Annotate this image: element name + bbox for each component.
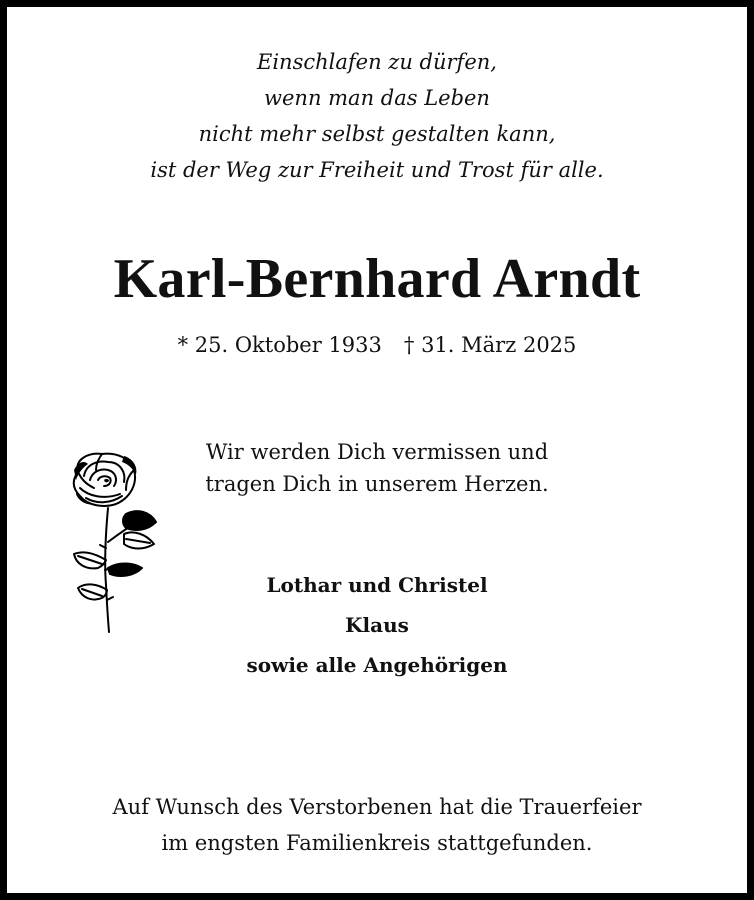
note-line: Auf Wunsch des Verstorbenen hat die Trauerfeier (112, 795, 642, 819)
poem (0, 44, 754, 188)
poem-line: nicht mehr selbst gestalten kann, (198, 122, 556, 146)
mourner-line: sowie alle Angehörigen (246, 653, 508, 677)
death-date: † 31. März 2025 (403, 333, 577, 357)
poem-line: wenn man das Leben (264, 86, 490, 110)
mourner-line: Lothar und Christel (266, 573, 488, 597)
funeral-note (0, 789, 754, 861)
life-dates (0, 330, 754, 360)
mourner-line: Klaus (345, 613, 409, 637)
mourners-list (0, 565, 754, 685)
farewell-message (0, 436, 754, 500)
message-line: Wir werden Dich vermissen und (205, 440, 549, 464)
message-line: tragen Dich in unserem Herzen. (205, 472, 549, 496)
poem-line: Einschlafen zu dürfen, (257, 50, 497, 74)
poem-line: ist der Weg zur Freiheit und Trost für alle. (150, 158, 604, 182)
note-line: im engsten Familienkreis stattgefunden. (161, 831, 593, 855)
birth-date: * 25. Oktober 1933 (177, 333, 382, 357)
deceased-name: Karl-Bernhard Arndt (113, 248, 641, 310)
